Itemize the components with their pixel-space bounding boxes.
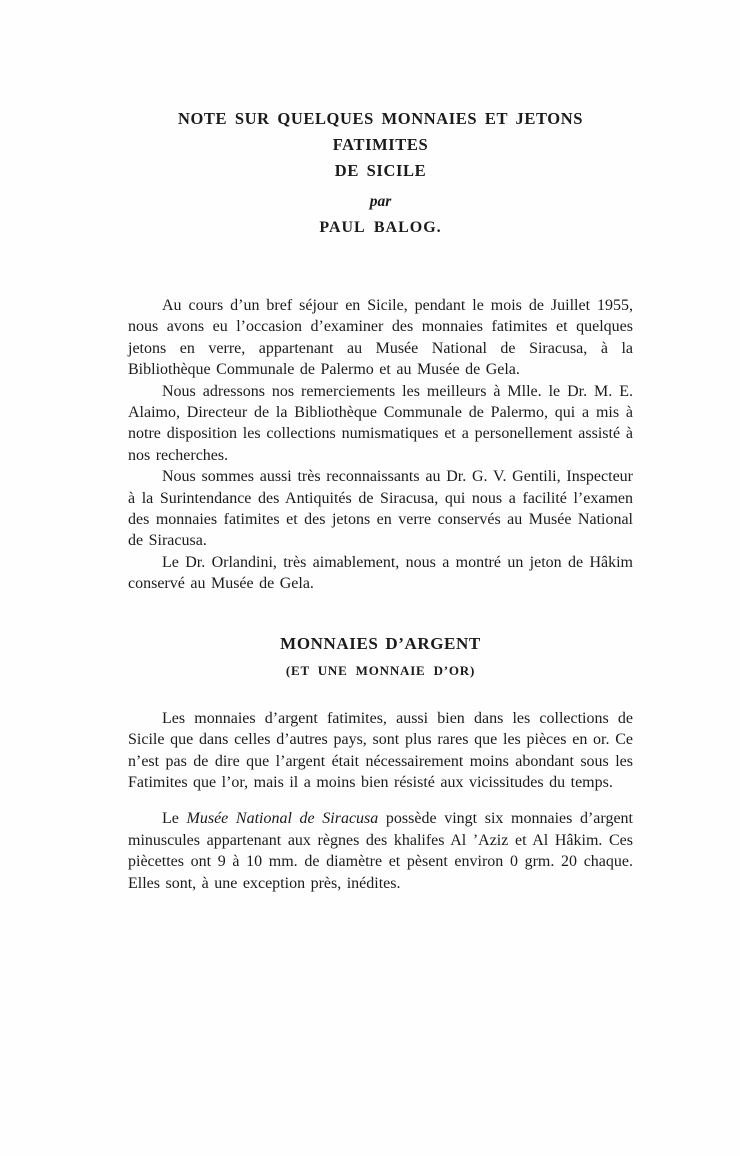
text-column — [128, 0, 633, 894]
section-heading-monnaies-argent: MONNAIES D’ARGENT — [280, 633, 481, 653]
museum-name-italic: Musée National de Siracusa — [186, 810, 379, 828]
silver-coins-section — [128, 708, 633, 894]
paragraph-acknowledgement-gentili: Nous sommes aussi très reconnaissants au Dr. G. V. Gentili, Inspecteur à la Surintendance des Antiquités de Siracusa, qui nous a facilité l’examen des monnaies fatimites et des jetons en verre conservés au Musée National de Siracusa. — [128, 468, 633, 550]
paragraph-acknowledgement-orlandini: Le Dr. Orlandini, très aimablement, nous a montré un jeton de Hâkim conservé au Musée de Gela. — [128, 553, 633, 593]
section-subheading-monnaie-or: (ET UNE MONNAIE D’OR) — [285, 662, 476, 678]
museum-paragraph-rest: possède vingt six monnaies d’argent minuscules appartenant aux règnes des khalifes Al ’Aziz et Al Hâkim. Ces piècettes ont 9 à 10 mm. de diamètre et pèsent environ 0 grm. 20 chaque. Elles sont, à une exception près, inédites. — [128, 810, 633, 892]
intro-section — [128, 295, 633, 595]
article-title-line-2: DE SICILE — [334, 161, 427, 180]
paragraph-silver-rarity: Les monnaies d’argent fatimites, aussi bien dans les collections de Sicile que dans celles d’autres pays, sont plus rares que les pièces en or. Ce n’est pas de dire que l’argent était nécessairement moins abondant sous les Fatimites que l’or, mais il a moins bien résisté aux vicissitudes du temps. — [128, 709, 633, 791]
paragraph-acknowledgement-alaimo: Nous adressons nos remerciements les meilleurs à Mlle. le Dr. M. E. Alaimo, Directeur de la Bibliothèque Communale de Palermo, qui a mis à notre disposition les collections numismatiques et a personellement assisté à nos recherches. — [128, 382, 633, 464]
paragraph-intro-1: Au cours d’un bref séjour en Sicile, pendant le mois de Juillet 1955, nous avons eu l’occasion d’examiner des monnaies fatimites et quelques jetons en verre, appartenant au Musée National de Siracusa, à la Bibliothèque Communale de Palermo et au Musée de Gela. — [128, 297, 633, 379]
article-title-line-1: NOTE SUR QUELQUES MONNAIES ET JETONS FATIMITES — [177, 109, 584, 154]
museum-paragraph-lead: Le — [162, 810, 187, 828]
paragraph-museum-collection — [128, 808, 633, 894]
article-title — [128, 106, 633, 184]
byline-par: par — [369, 193, 392, 210]
author-name: PAUL BALOG. — [319, 219, 442, 236]
